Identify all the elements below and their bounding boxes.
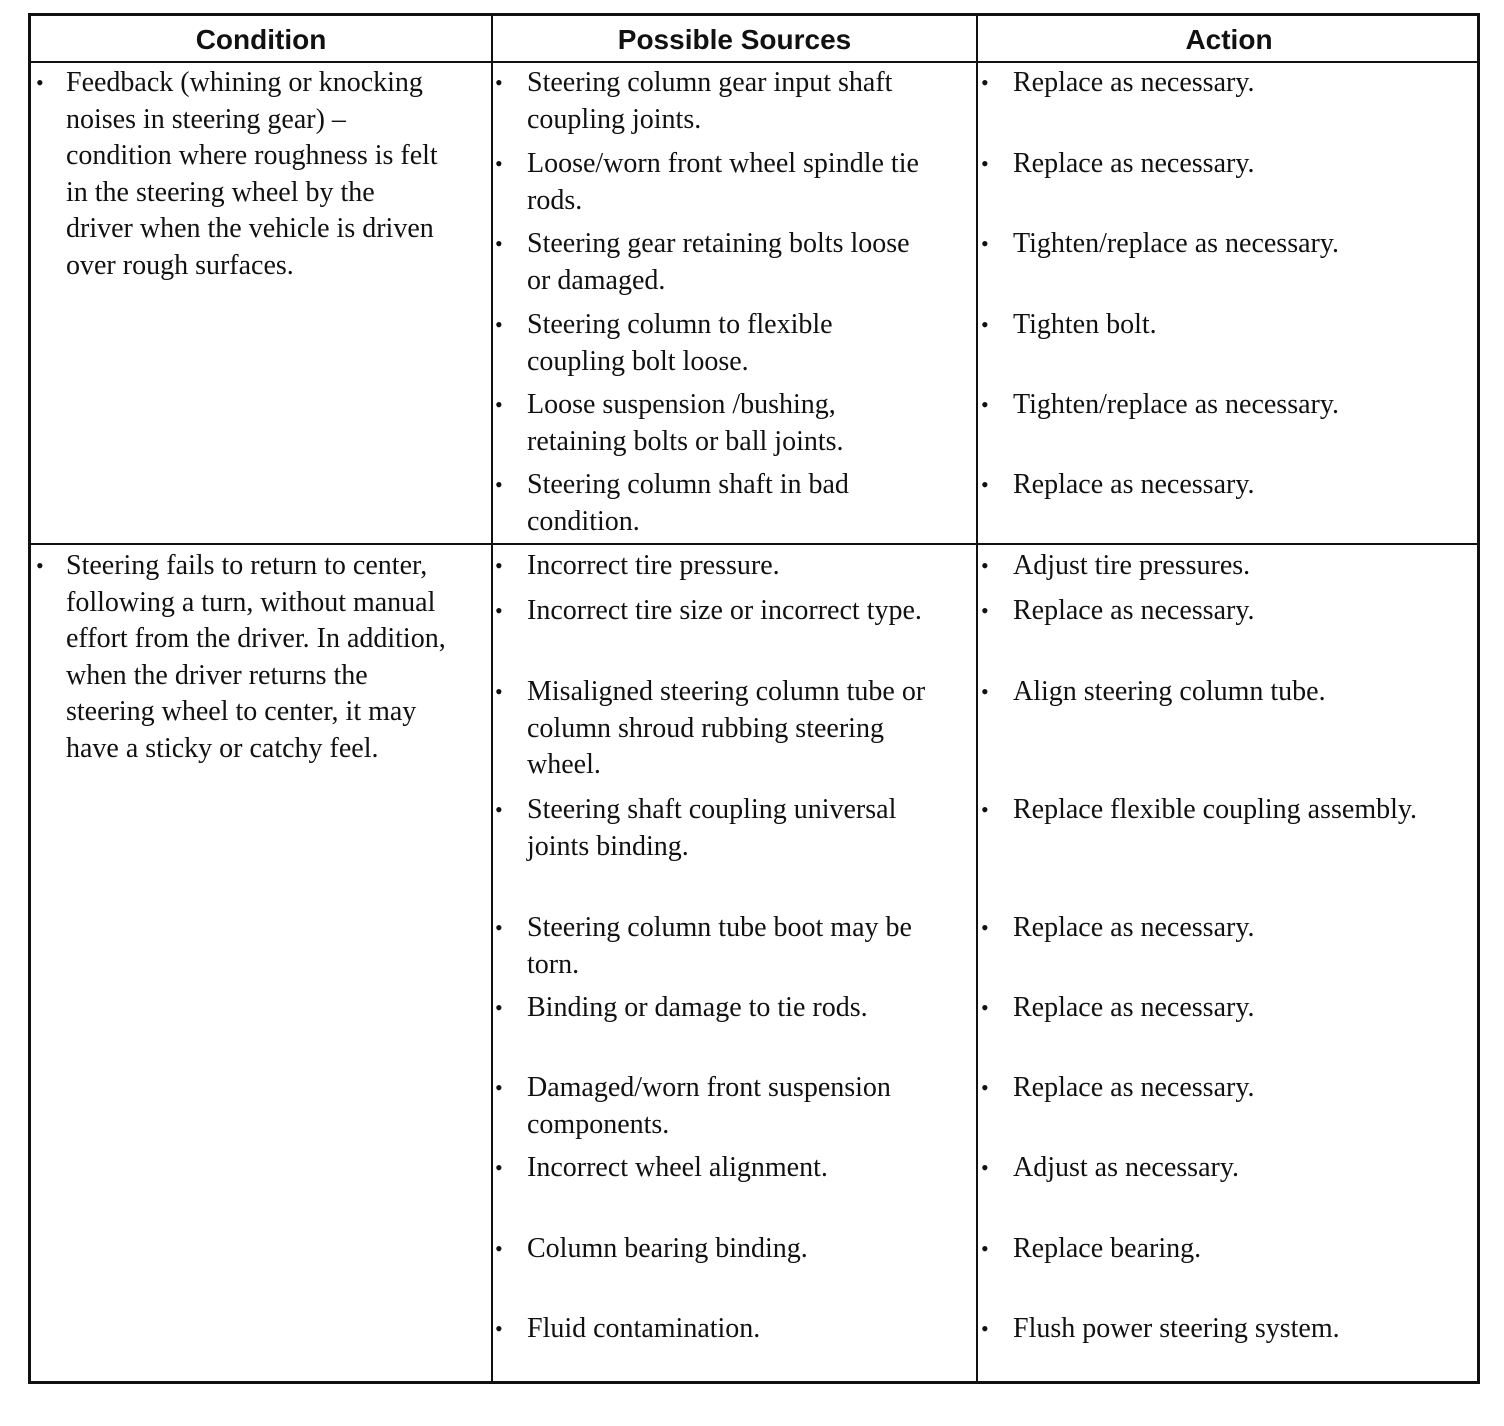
condition-cell (36, 548, 446, 767)
action-item (981, 387, 1453, 424)
header-possible-sources: Possible Sources (617, 24, 852, 55)
source-item (495, 674, 937, 784)
source-item (495, 387, 937, 460)
action-item (981, 307, 1453, 344)
bullet-icon: • (36, 553, 44, 578)
source-item (495, 146, 937, 219)
bullet-icon: • (981, 1236, 989, 1261)
source-item (495, 307, 937, 380)
bullet-icon: • (981, 915, 989, 940)
source-item (495, 467, 937, 540)
action-item (981, 65, 1453, 102)
source-text: Steering gear retaining bolts loose or damaged. (527, 228, 910, 296)
source-text: Steering column gear input shaft coupling joints. (527, 67, 893, 135)
source-text: Misaligned steering column tube or column shroud rubbing steering wheel. (527, 676, 926, 780)
bullet-icon: • (495, 70, 503, 95)
bullet-icon: • (981, 995, 989, 1020)
row-divider (31, 543, 1477, 545)
action-text: Replace as necessary. (1013, 148, 1255, 179)
source-item (495, 593, 937, 630)
column-divider (491, 16, 493, 1381)
bullet-icon: • (981, 231, 989, 256)
bullet-icon: • (981, 151, 989, 176)
bullet-icon: • (495, 312, 503, 337)
action-text: Replace as necessary. (1013, 595, 1255, 626)
bullet-icon: • (981, 1075, 989, 1100)
action-text: Replace as necessary. (1013, 992, 1255, 1023)
source-item (495, 990, 937, 1027)
source-text: Steering column to flexible coupling bolt loose. (527, 309, 833, 377)
source-item (495, 910, 937, 983)
action-text: Replace as necessary. (1013, 469, 1255, 500)
action-item (981, 548, 1453, 585)
bullet-icon: • (981, 553, 989, 578)
source-text: Steering column tube boot may be torn. (527, 912, 912, 980)
header-divider (31, 61, 1477, 63)
condition-cell (36, 65, 446, 284)
condition-text: Feedback (whining or knocking noises in steering gear) – condition where roughness is felt in the steering wheel by the driver when the vehicle is driven over rough surfaces. (66, 67, 438, 281)
source-text: Column bearing binding. (527, 1233, 808, 1264)
action-item (981, 1070, 1453, 1107)
source-text: Incorrect tire pressure. (527, 550, 780, 581)
source-item (495, 548, 937, 585)
action-item (981, 1311, 1453, 1348)
action-item (981, 467, 1453, 504)
source-item (495, 1311, 937, 1348)
action-item (981, 146, 1453, 183)
action-item (981, 593, 1453, 630)
action-text: Replace flexible coupling assembly. (1013, 794, 1418, 825)
action-text: Adjust tire pressures. (1013, 550, 1251, 581)
source-text: Steering shaft coupling universal joints binding. (527, 794, 897, 862)
source-item (495, 1231, 937, 1268)
source-item (495, 792, 937, 865)
source-text: Damaged/worn front suspension components. (527, 1072, 891, 1140)
action-item (981, 1231, 1453, 1268)
action-text: Replace as necessary. (1013, 912, 1255, 943)
action-item (981, 226, 1453, 263)
bullet-icon: • (495, 1236, 503, 1261)
bullet-icon: • (981, 1316, 989, 1341)
action-text: Tighten/replace as necessary. (1013, 228, 1340, 259)
action-item (981, 792, 1453, 829)
action-item (981, 990, 1453, 1027)
bullet-icon: • (495, 553, 503, 578)
bullet-icon: • (981, 797, 989, 822)
bullet-icon: • (981, 70, 989, 95)
column-divider (976, 16, 978, 1381)
source-text: Steering column shaft in bad condition. (527, 469, 849, 537)
action-text: Adjust as necessary. (1013, 1152, 1240, 1183)
action-item (981, 910, 1453, 947)
header-condition: Condition (195, 24, 327, 55)
action-text: Replace as necessary. (1013, 1072, 1255, 1103)
source-item (495, 65, 937, 138)
bullet-icon: • (495, 392, 503, 417)
action-text: Tighten/replace as necessary. (1013, 389, 1340, 420)
source-text: Loose suspension /bushing, retaining bolts or ball joints. (527, 389, 844, 457)
bullet-icon: • (981, 312, 989, 337)
bullet-icon: • (495, 915, 503, 940)
action-text: Replace bearing. (1013, 1233, 1202, 1264)
source-item (495, 226, 937, 299)
bullet-icon: • (981, 392, 989, 417)
action-text: Flush power steering system. (1013, 1313, 1340, 1344)
source-text: Fluid contamination. (527, 1313, 761, 1344)
action-text: Align steering column tube. (1013, 676, 1326, 707)
bullet-icon: • (981, 679, 989, 704)
bullet-icon: • (495, 1075, 503, 1100)
condition-text: Steering fails to return to center, following a turn, without manual effort from the driver. In addition, when the driver returns the steering wheel to center, it may have a sticky or catchy feel. (66, 550, 446, 764)
source-item (495, 1070, 937, 1143)
action-text: Tighten bolt. (1013, 309, 1157, 340)
bullet-icon: • (495, 1316, 503, 1341)
source-text: Binding or damage to tie rods. (527, 992, 868, 1023)
bullet-icon: • (495, 1155, 503, 1180)
action-item (981, 674, 1453, 711)
bullet-icon: • (981, 1155, 989, 1180)
source-text: Loose/worn front wheel spindle tie rods. (527, 148, 919, 216)
action-item (981, 1150, 1453, 1187)
source-text: Incorrect tire size or incorrect type. (527, 595, 922, 626)
bullet-icon: • (495, 151, 503, 176)
bullet-icon: • (495, 995, 503, 1020)
bullet-icon: • (495, 679, 503, 704)
header-action: Action (1185, 24, 1273, 55)
bullet-icon: • (36, 70, 44, 95)
action-text: Replace as necessary. (1013, 67, 1255, 98)
bullet-icon: • (495, 472, 503, 497)
bullet-icon: • (981, 472, 989, 497)
bullet-icon: • (495, 598, 503, 623)
bullet-icon: • (981, 598, 989, 623)
source-item (495, 1150, 937, 1187)
bullet-icon: • (495, 797, 503, 822)
source-text: Incorrect wheel alignment. (527, 1152, 828, 1183)
bullet-icon: • (495, 231, 503, 256)
